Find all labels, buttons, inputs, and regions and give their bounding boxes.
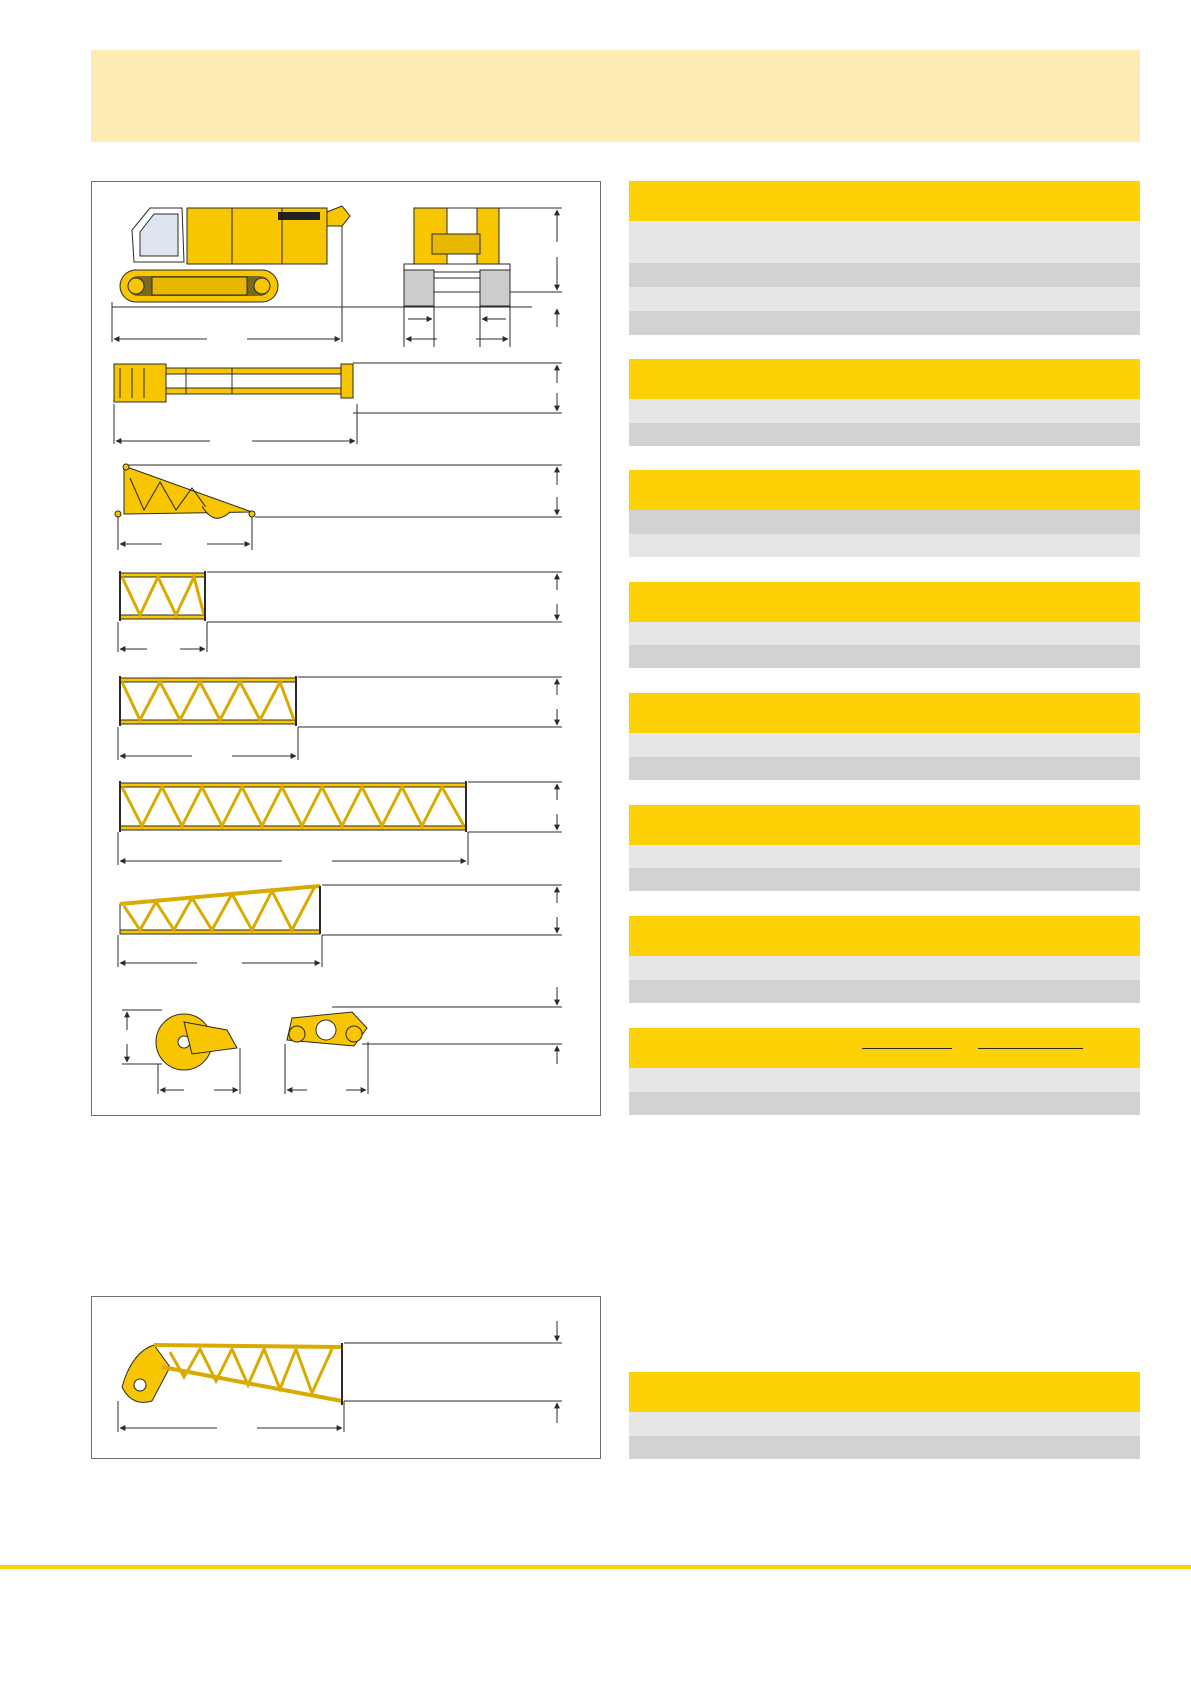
table-header: [629, 359, 1140, 399]
spec-table-3: [629, 470, 1140, 557]
table-row: [629, 733, 1140, 757]
spec-table-9: [629, 1372, 1140, 1459]
hook-block-double: [285, 987, 562, 1094]
header-band: [91, 50, 1140, 142]
table-row: [629, 534, 1140, 557]
crawler-carrier: [114, 363, 562, 444]
header-rule: [978, 1048, 1083, 1049]
table-header: [629, 470, 1140, 510]
table-row: [629, 287, 1140, 311]
table-row: [629, 1092, 1140, 1115]
table-row: [629, 980, 1140, 1003]
spec-table-2: [629, 359, 1140, 446]
spec-table-6: [629, 805, 1140, 891]
boom-head-section: [118, 885, 562, 967]
table-row: [629, 1436, 1140, 1459]
table-header: [629, 693, 1140, 733]
table-row: [629, 1068, 1140, 1092]
component-drawings: [92, 182, 602, 1117]
table-row: [629, 645, 1140, 668]
table-header: [629, 916, 1140, 956]
lattice-intermediate-section-short: [118, 571, 562, 652]
table-header: [629, 1372, 1140, 1412]
fly-jib-drawing: [92, 1297, 602, 1460]
table-row: [629, 956, 1140, 980]
component-drawings-panel: [91, 181, 601, 1116]
table-row: [629, 263, 1140, 287]
table-row: [629, 845, 1140, 868]
header-rule: [862, 1048, 952, 1049]
hook-block-single: [122, 1010, 240, 1094]
table-row: [629, 757, 1140, 780]
table-row: [629, 311, 1140, 335]
table-row: [629, 622, 1140, 645]
table-row: [629, 510, 1140, 534]
fly-jib: [118, 1321, 562, 1432]
fly-jib-drawing-panel: [91, 1296, 601, 1459]
boom-foot-section: [115, 464, 562, 550]
table-header: [629, 582, 1140, 622]
table-row: [629, 1412, 1140, 1436]
footer-accent-line: [0, 1565, 1191, 1569]
table-row: [629, 399, 1140, 423]
lattice-intermediate-section-medium: [118, 676, 562, 760]
table-header: [629, 805, 1140, 845]
spec-table-1: [629, 181, 1140, 335]
table-header: [629, 181, 1140, 221]
table-row: [629, 868, 1140, 891]
table-row: [629, 221, 1140, 263]
spec-table-4: [629, 582, 1140, 668]
table-row: [629, 423, 1140, 446]
spec-table-7: [629, 916, 1140, 1003]
table-header: [629, 1028, 1140, 1068]
lattice-intermediate-section-long: [118, 781, 562, 865]
crawler-basic-machine-front-view: [404, 208, 562, 347]
spec-table-8: [629, 1028, 1140, 1115]
spec-table-5: [629, 693, 1140, 780]
